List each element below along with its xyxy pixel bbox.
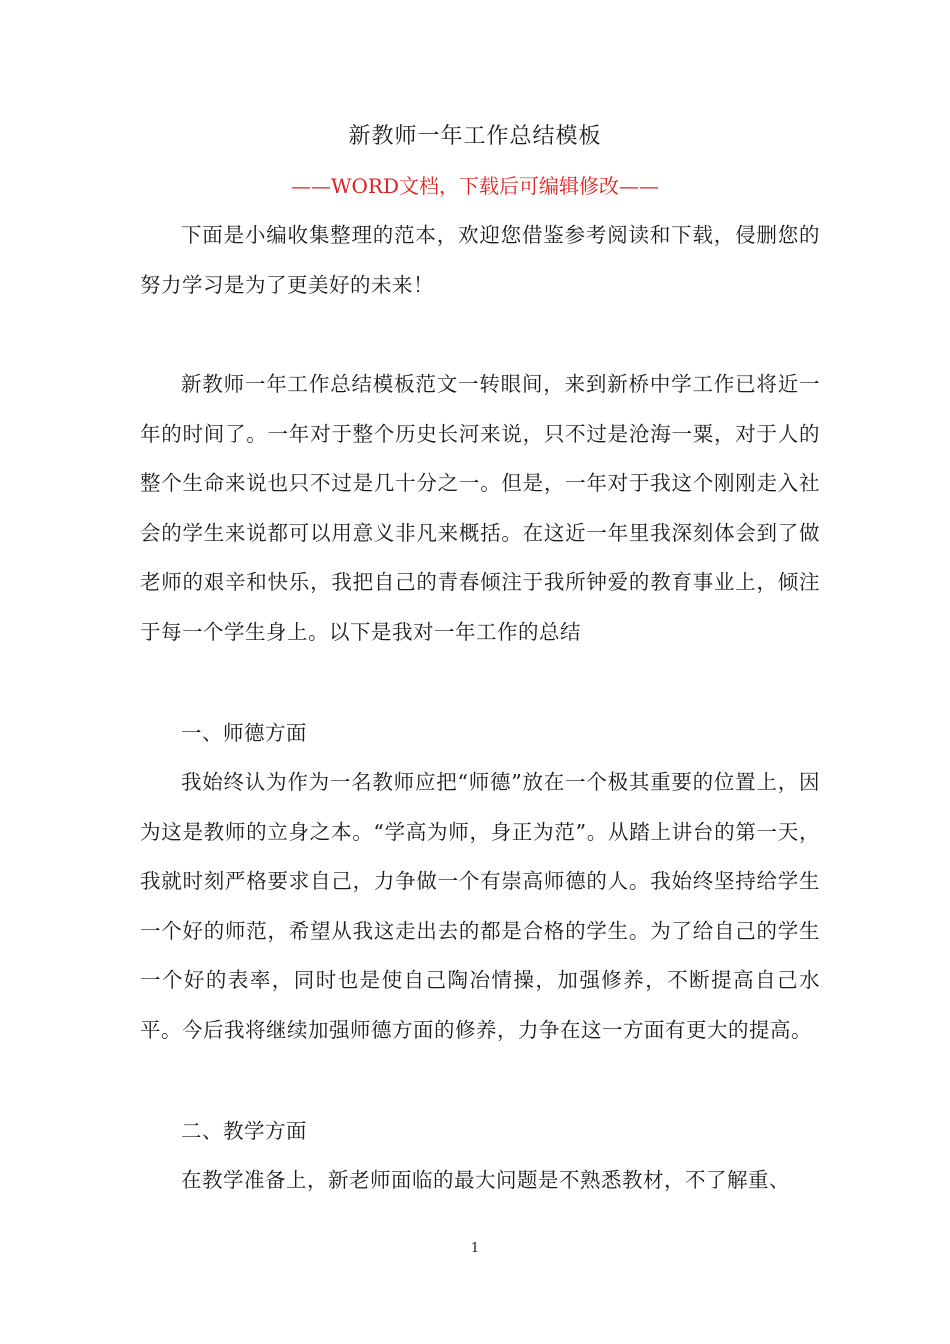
body-paragraph-1: 新教师一年工作总结模板范文一转眼间，来到新桥中学工作已将近一年的时间了。一年对于整个历史长河来说，只不过是沧海一粟，对于人的整个生命来说也只不过是几十分之一。但是，一年对于我这个刚刚走入社会的学生来说都可以用意义非凡来概括。在这近一年里我深刻体会到了做老师的艰辛和快乐，我把自己的青春倾注于我所钟爱的教育事业上，倾注于每一个学生身上。以下是我对一年工作的总结 — [140, 372, 820, 644]
section-heading-teaching: 二、教学方面 — [181, 1119, 307, 1143]
body-paragraph-3: 在教学准备上，新老师面临的最大问题是不熟悉教材，不了解重、 — [181, 1168, 790, 1192]
document-title: 新教师一年工作总结模板 — [348, 124, 602, 149]
body-paragraph-2: 我始终认为作为一名教师应把“师德”放在一个极其重要的位置上，因为这是教师的立身之本。“学高为师，身正为范”。从踏上讲台的第一天，我就时刻严格要求自己，力争做一个有崇高师德的人。我始终坚持给学生一个好的师范，希望从我这走出去的都是合格的学生。为了给自己的学生一个好的表率，同时也是使自己陶冶情操，加强修养，不断提高自己水平。今后我将继续加强师德方面的修养，力争在这一方面有更大的提高。 — [140, 770, 820, 1042]
section-heading-ethics: 一、师德方面 — [181, 721, 307, 745]
page-number: 1 — [470, 1241, 480, 1256]
intro-paragraph: 下面是小编收集整理的范本，欢迎您借鉴参考阅读和下载，侵删您的努力学习是为了更美好的未来！ — [140, 223, 820, 297]
document-subtitle: ——WORD文档，下载后可编辑修改—— — [290, 174, 660, 198]
